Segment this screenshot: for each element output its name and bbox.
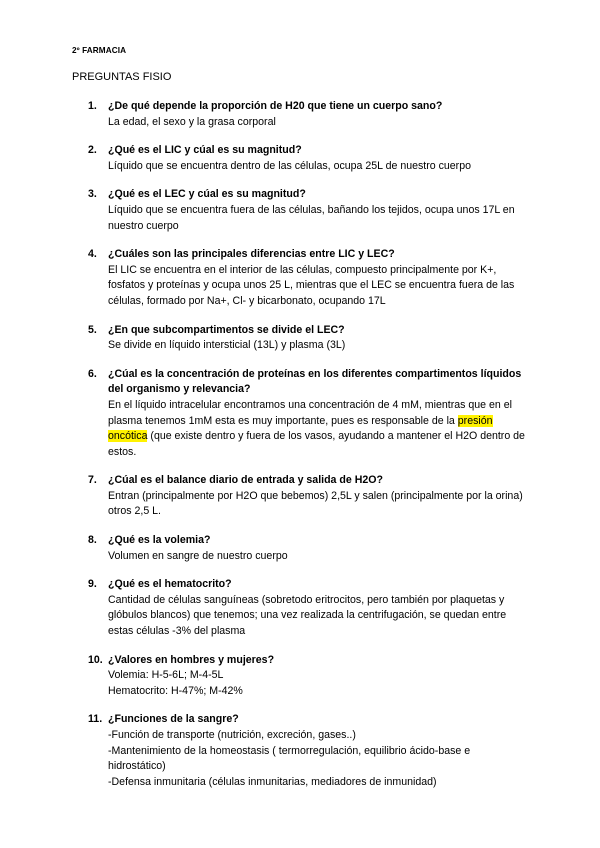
document-title: PREGUNTAS FISIO [72,71,172,83]
question-title: ¿En que subcompartimentos se divide el LEC? [108,323,345,336]
question-title: ¿Cuáles son las principales diferencias entre LIC y LEC? [108,248,395,261]
question-number: 9. [88,578,97,591]
answer-text: En el líquido intracelular encontramos una concentración de 4 mM, mientras que en el plasma tenemos 1mM esta es muy importante, pues es responsable de la [108,398,512,427]
question-item [88,247,528,309]
answer-line: Volemia: H-5-6L; M-4-5L [108,669,224,682]
question-answer [108,398,528,460]
question-answer: Líquido que se encuentra fuera de las células, bañando los tejidos, ocupa unos 17L en nuestro cuerpo [108,203,515,232]
question-number: 7. [88,474,97,487]
question-item [88,533,528,564]
question-answer: Líquido que se encuentra dentro de las células, ocupa 25L de nuestro cuerpo [108,159,471,172]
question-title: ¿Cúal es la concentración de proteínas en los diferentes compartimentos líquidos del organismo y relevancia? [108,367,522,396]
question-item [88,323,528,354]
question-item [88,187,528,234]
question-item [88,99,528,130]
question-title: ¿Valores en hombres y mujeres? [108,653,275,666]
question-number: 8. [88,534,97,547]
question-answer: Volumen en sangre de nuestro cuerpo [108,549,288,562]
question-number: 10. [88,653,103,666]
highlighted-term: presión oncótica [108,414,493,443]
question-answer: El LIC se encuentra en el interior de las células, compuesto principalmente por K+, fosfatos y proteínas y ocupa unos 25 L, mientras que el LEC se encuentra fuera de las células, formado por Na+, Cl- y bicarbonato, ocupando 17L [108,263,515,307]
answer-line: -Defensa inmunitaria (células inmunitarias, mediadores de inmunidad) [108,775,437,788]
question-title: ¿Qué es la volemia? [108,534,211,547]
question-number: 6. [88,367,97,380]
answer-text: (que existe dentro y fuera de los vasos, ayudando a mantener el H2O dentro de estos. [108,430,525,458]
question-item [88,473,528,520]
question-item [88,653,528,700]
answer-line: -Mantenimiento de la homeostasis ( termorregulación, equilibrio ácido-base e hidrostático) [108,744,471,773]
question-title: ¿Cúal es el balance diario de entrada y salida de H2O? [108,474,383,487]
question-item [88,367,528,461]
question-answer: Se divide en líquido intersticial (13L) y plasma (3L) [108,339,346,352]
question-title: ¿Qué es el LEC y cúal es su magnitud? [108,188,306,201]
question-answer: La edad, el sexo y la grasa corporal [108,115,276,128]
question-title: ¿Qué es el hematocrito? [108,578,232,591]
question-number: 4. [88,248,97,261]
question-title: ¿Funciones de la sangre? [108,713,239,726]
question-number: 5. [88,323,97,336]
course-label: 2º FARMACIA [72,46,127,55]
question-item [88,143,528,174]
question-number: 1. [88,100,97,112]
question-title: ¿Qué es el LIC y cúal es su magnitud? [108,144,302,157]
answer-line: Hematocrito: H-47%; M-42% [108,684,243,697]
question-number: 11. [88,713,103,726]
question-item [88,577,528,639]
question-list [88,99,528,790]
question-answer: Entran (principalmente por H2O que bebemos) 2,5L y salen (principalmente por la orina) otros 2,5 L. [108,489,523,518]
question-item [88,712,528,790]
answer-line: -Función de transporte (nutrición, excreción, gases..) [108,729,356,741]
question-number: 2. [88,144,97,157]
question-number: 3. [88,188,97,201]
question-answer: Cantidad de células sanguíneas (sobretodo eritrocitos, pero también por plaquetas y glóbulos blancos) que tenemos; una vez realizada la centrifugación, se quedan entre estas células -3% del plasma [108,593,507,638]
question-title: ¿De qué depende la proporción de H20 que tiene un cuerpo sano? [108,100,443,112]
